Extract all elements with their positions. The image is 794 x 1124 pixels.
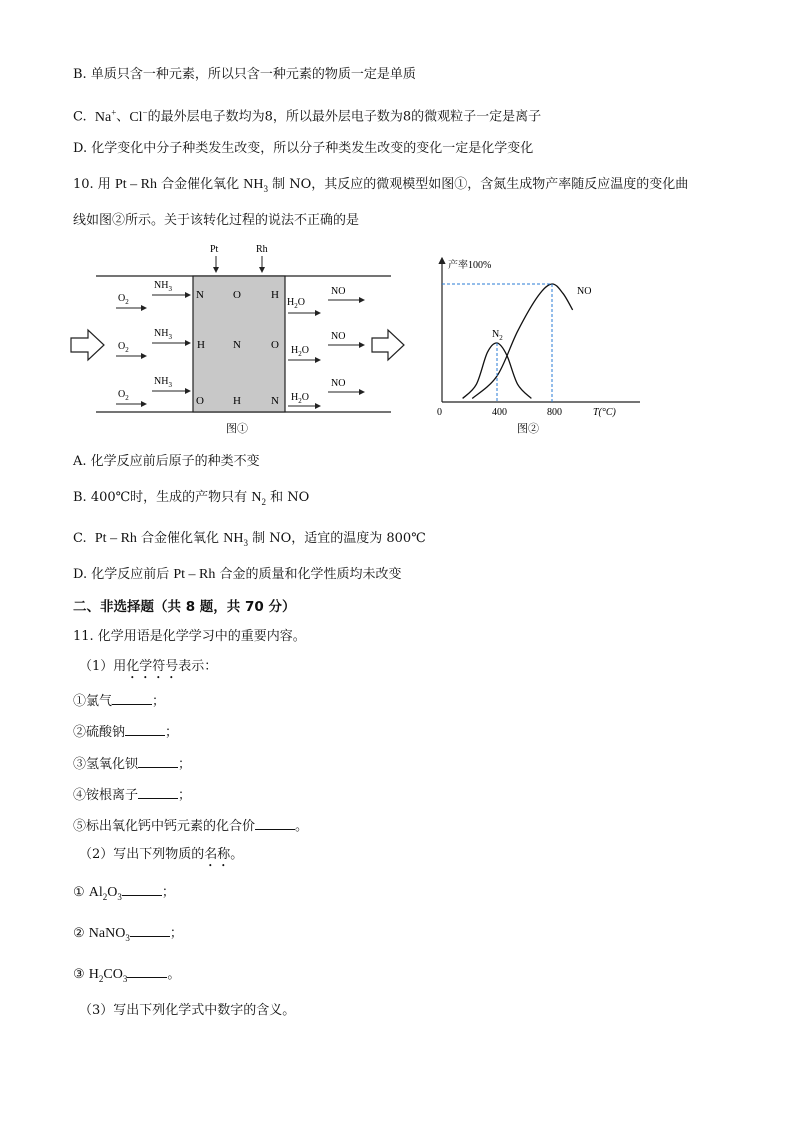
ion-cl: Cl− bbox=[129, 107, 148, 125]
answer-blank[interactable] bbox=[255, 817, 295, 830]
answer-blank[interactable] bbox=[122, 883, 162, 896]
figure-1-caption: 图① bbox=[226, 423, 248, 435]
answer-blank[interactable] bbox=[127, 965, 167, 978]
row2-o2: $O_2$ bbox=[118, 341, 129, 354]
grid-r3c2: H bbox=[233, 395, 241, 407]
q11-item-4: ④铵根离子 ； bbox=[73, 788, 192, 803]
row2-nh3: $NH_3$ bbox=[154, 328, 172, 341]
grid-r2c1: H bbox=[197, 339, 205, 351]
section-2-heading: 二、非选择题（共 8 题，共 70 分） bbox=[73, 599, 296, 615]
figure-2-caption: 图② bbox=[517, 423, 539, 435]
row1-o2: $O_2$ bbox=[118, 293, 129, 306]
answer-blank[interactable] bbox=[130, 924, 170, 937]
row2-no: NO bbox=[331, 331, 346, 342]
figure-2-yield-chart bbox=[425, 252, 645, 442]
q11-formula-3: ③ $H_2CO_3$ 。 bbox=[73, 967, 181, 984]
grid-r3c1: O bbox=[196, 395, 204, 407]
series-line-no bbox=[472, 284, 572, 398]
option-c: C. Na+、Cl−的最外层电子数均为8，所以最外层电子数为8的微观粒子一定是离子 bbox=[73, 107, 542, 125]
row3-no: NO bbox=[331, 378, 346, 389]
q10-option-c: C. Pt – Rh 合金催化氧化 $NH_3$ 制 NO，适宜的温度为 800℃ bbox=[73, 531, 426, 548]
answer-blank[interactable] bbox=[112, 692, 152, 705]
x-axis-label: T(°C) bbox=[593, 407, 616, 418]
q10-stem: 10. 用 Pt – Rh 合金催化氧化 $NH_3$ 制 NO，其反应的微观模型如图①，含氮生成物产率随反应温度的变化曲 bbox=[73, 177, 689, 194]
answer-blank[interactable] bbox=[138, 786, 178, 799]
label-rh: Rh bbox=[256, 244, 268, 255]
q11-item-5: ⑤标出氧化钙中钙元素的化合价 。 bbox=[73, 819, 309, 834]
q11-formula-2: ② NaNO$_3$ ； bbox=[73, 926, 183, 943]
option-b: B. 单质只含一种元素，所以只含一种元素的物质一定是单质 bbox=[73, 67, 416, 82]
q11-part3: （3）写出下列化学式中数字的含义。 bbox=[79, 1003, 296, 1018]
q10-stem-line2: 线如图②所示。关于该转化过程的说法不正确的是 bbox=[73, 213, 360, 228]
q11-formula-1: ① $Al_2O_3$ ； bbox=[73, 885, 175, 902]
row1-h2o: $H_2O$ bbox=[287, 297, 305, 310]
row1-no: NO bbox=[331, 286, 346, 297]
q10-option-d: D. 化学反应前后 Pt – Rh 合金的质量和化学性质均未改变 bbox=[73, 567, 402, 582]
origin-label: 0 bbox=[437, 407, 442, 418]
x-tick-400: 400 bbox=[492, 407, 507, 418]
grid-r1c1: N bbox=[196, 289, 204, 301]
outlet-arrow bbox=[372, 330, 404, 360]
grid-r2c2: N bbox=[233, 339, 241, 351]
row3-nh3: $NH_3$ bbox=[154, 376, 172, 389]
q11-part1: （1）用化学符号表示： bbox=[79, 659, 218, 674]
n2-curve-label: $N_2$ bbox=[492, 329, 503, 342]
row1-nh3: $NH_3$ bbox=[154, 280, 172, 293]
ion-na: Na+ bbox=[94, 107, 117, 125]
x-tick-800: 800 bbox=[547, 407, 562, 418]
grid-r2c3: O bbox=[271, 339, 279, 351]
answer-blank[interactable] bbox=[138, 755, 178, 768]
grid-r1c3: H bbox=[271, 289, 279, 301]
q11-item-1: ①氯气 ； bbox=[73, 694, 166, 709]
label-pt: Pt bbox=[210, 244, 219, 255]
q11-part2: （2）写出下列物质的名称。 bbox=[79, 847, 244, 862]
row3-h2o: $H_2O$ bbox=[291, 392, 309, 405]
y-axis-label: 产率100% bbox=[448, 260, 492, 271]
figure-1-reaction-model bbox=[66, 238, 416, 438]
answer-blank[interactable] bbox=[125, 723, 165, 736]
q10-option-a: A. 化学反应前后原子的种类不变 bbox=[73, 454, 260, 469]
inlet-arrow bbox=[71, 330, 104, 360]
row2-h2o: $H_2O$ bbox=[291, 345, 309, 358]
option-d: D. 化学变化中分子种类发生改变，所以分子种类发生改变的变化一定是化学变化 bbox=[73, 141, 534, 156]
q11-item-3: ③氢氧化钡 ； bbox=[73, 757, 192, 772]
no-curve-label: NO bbox=[577, 286, 592, 297]
row3-o2: $O_2$ bbox=[118, 389, 129, 402]
grid-r3c3: N bbox=[271, 395, 279, 407]
q11-item-2: ②硫酸钠 ； bbox=[73, 725, 179, 740]
q11-stem: 11. 化学用语是化学学习中的重要内容。 bbox=[73, 629, 306, 644]
grid-r1c2: O bbox=[233, 289, 241, 301]
q10-option-b: B. 400℃时，生成的产物只有 $N_2$ 和 NO bbox=[73, 490, 310, 507]
